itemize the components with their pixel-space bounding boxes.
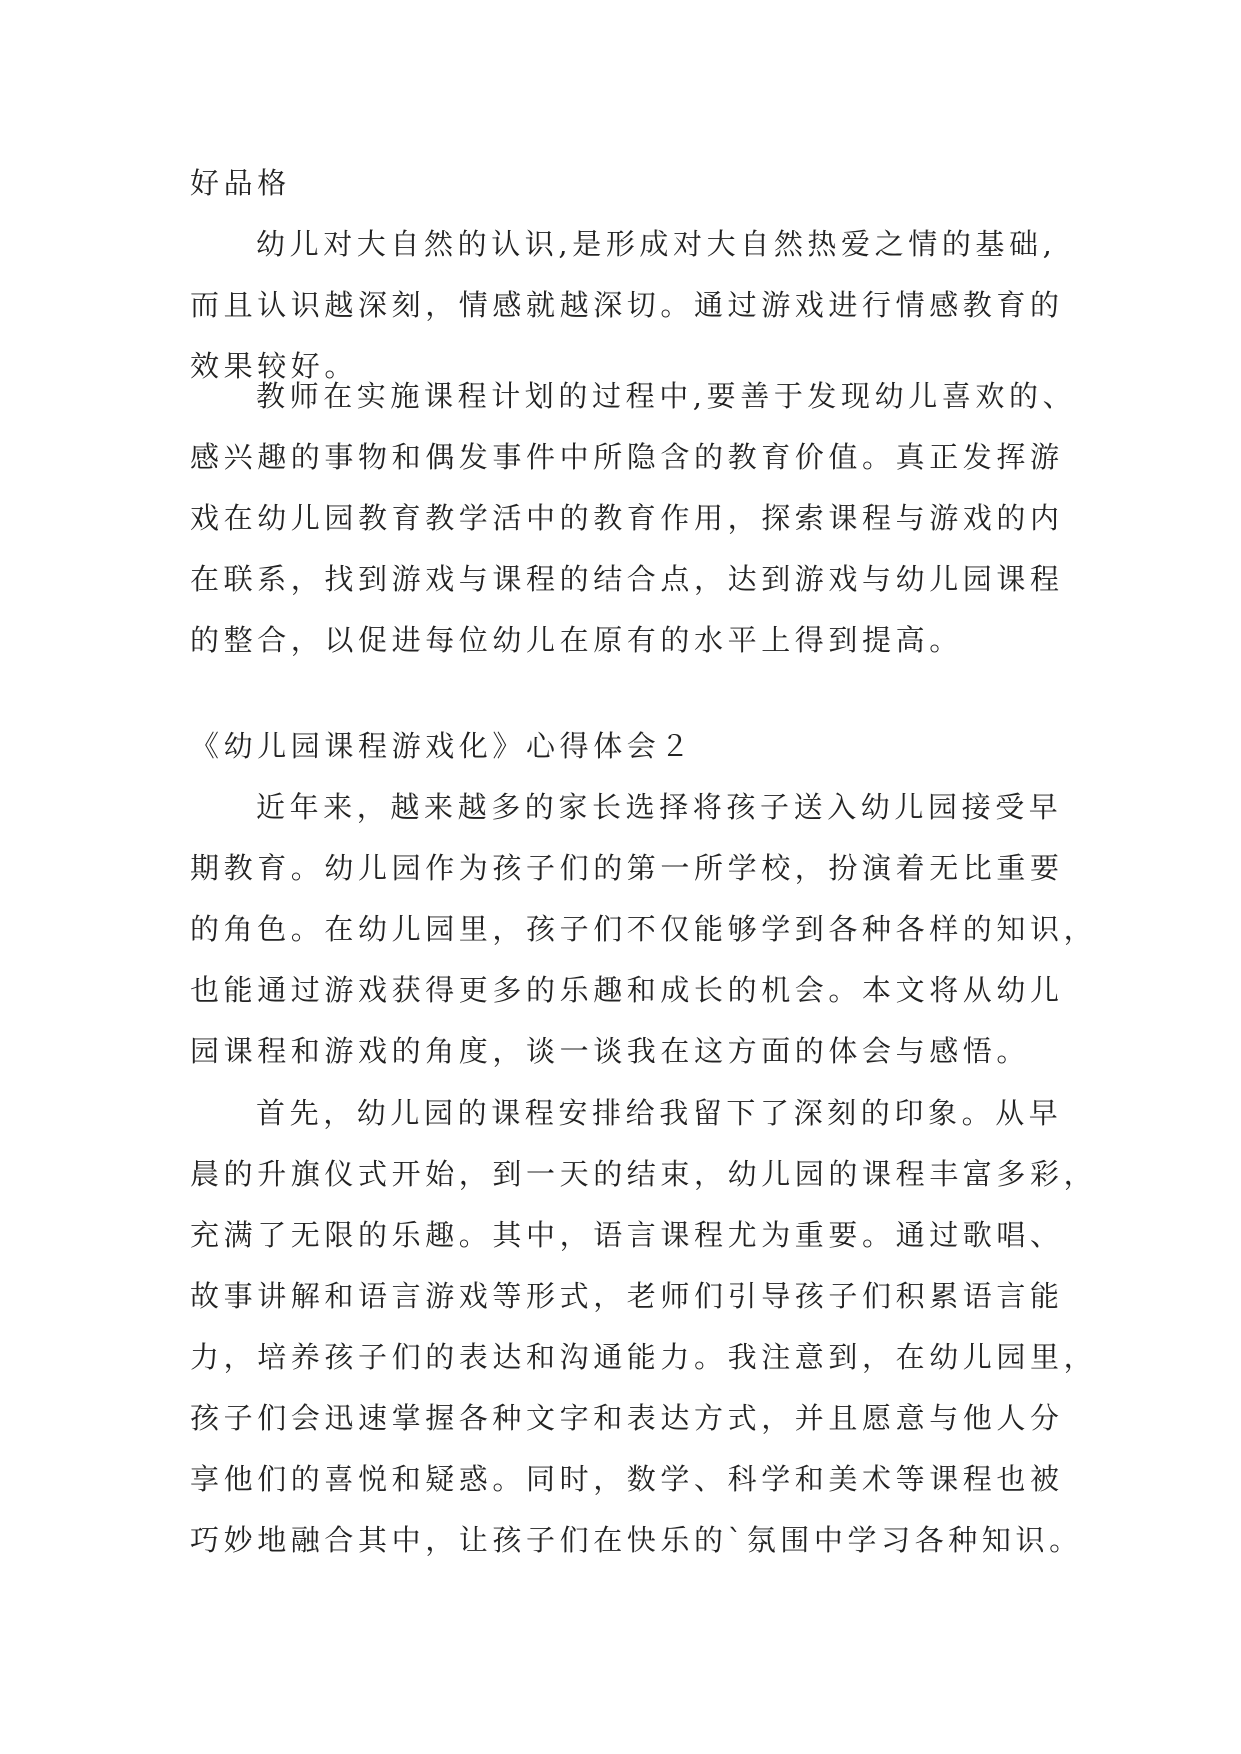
continued-paragraph <box>190 153 1090 214</box>
paragraph-intro <box>190 777 1098 1082</box>
text-line: 故事讲解和语言游戏等形式，老师们引导孩子们积累语言能 <box>190 1279 1064 1313</box>
section-title-block <box>190 716 1090 777</box>
paragraph-first <box>190 1083 1098 1571</box>
text-line: 而且认识越深刻，情感就越深切。通过游戏进行情感教育的 <box>190 288 1064 322</box>
text-line: 孩子们会迅速掌握各种文字和表达方式，并且愿意与他人分 <box>190 1401 1064 1435</box>
text-line: 享他们的喜悦和疑惑。同时，数学、科学和美术等课程也被 <box>190 1462 1064 1496</box>
text-line: 好品格 <box>190 166 291 200</box>
text-line: 也能通过游戏获得更多的乐趣和成长的机会。本文将从幼儿 <box>190 973 1064 1007</box>
text-line: 首先，幼儿园的课程安排给我留下了深刻的印象。从早 <box>256 1096 1063 1130</box>
text-line: 园课程和游戏的角度，谈一谈我在这方面的体会与感悟。 <box>190 1034 1031 1068</box>
text-line: 效果较好。 <box>190 349 359 383</box>
text-line: 戏在幼儿园教育教学活中的教育作用，探索课程与游戏的内 <box>190 501 1064 535</box>
text-line: 晨的升旗仪式开始，到一天的结束，幼儿园的课程丰富多彩， <box>190 1157 1098 1191</box>
text-line: 的角色。在幼儿园里，孩子们不仅能够学到各种各样的知识， <box>190 912 1098 946</box>
section-title: 《幼儿园课程游戏化》心得体会２ <box>190 729 695 763</box>
text-line: 幼儿对大自然的认识,是形成对大自然热爱之情的基础, <box>256 227 1057 261</box>
paragraph-teacher <box>190 366 1090 671</box>
text-line: 在联系，找到游戏与课程的结合点，达到游戏与幼儿园课程 <box>190 562 1064 596</box>
text-line: 充满了无限的乐趣。其中，语言课程尤为重要。通过歌唱、 <box>190 1218 1064 1252</box>
text-line: 的整合，以促进每位幼儿在原有的水平上得到提高。 <box>190 623 963 657</box>
text-line: 巧妙地融合其中，让孩子们在快乐的`氛围中学习各种知识。 <box>190 1523 1083 1557</box>
text-line: 感兴趣的事物和偶发事件中所隐含的教育价值。真正发挥游 <box>190 440 1064 474</box>
text-line: 期教育。幼儿园作为孩子们的第一所学校，扮演着无比重要 <box>190 851 1064 885</box>
text-line: 近年来，越来越多的家长选择将孩子送入幼儿园接受早 <box>256 790 1063 824</box>
text-line: 力，培养孩子们的表达和沟通能力。我注意到，在幼儿园里， <box>190 1340 1098 1374</box>
text-line: 教师在实施课程计划的过程中,要善于发现幼儿喜欢的、 <box>256 379 1077 413</box>
